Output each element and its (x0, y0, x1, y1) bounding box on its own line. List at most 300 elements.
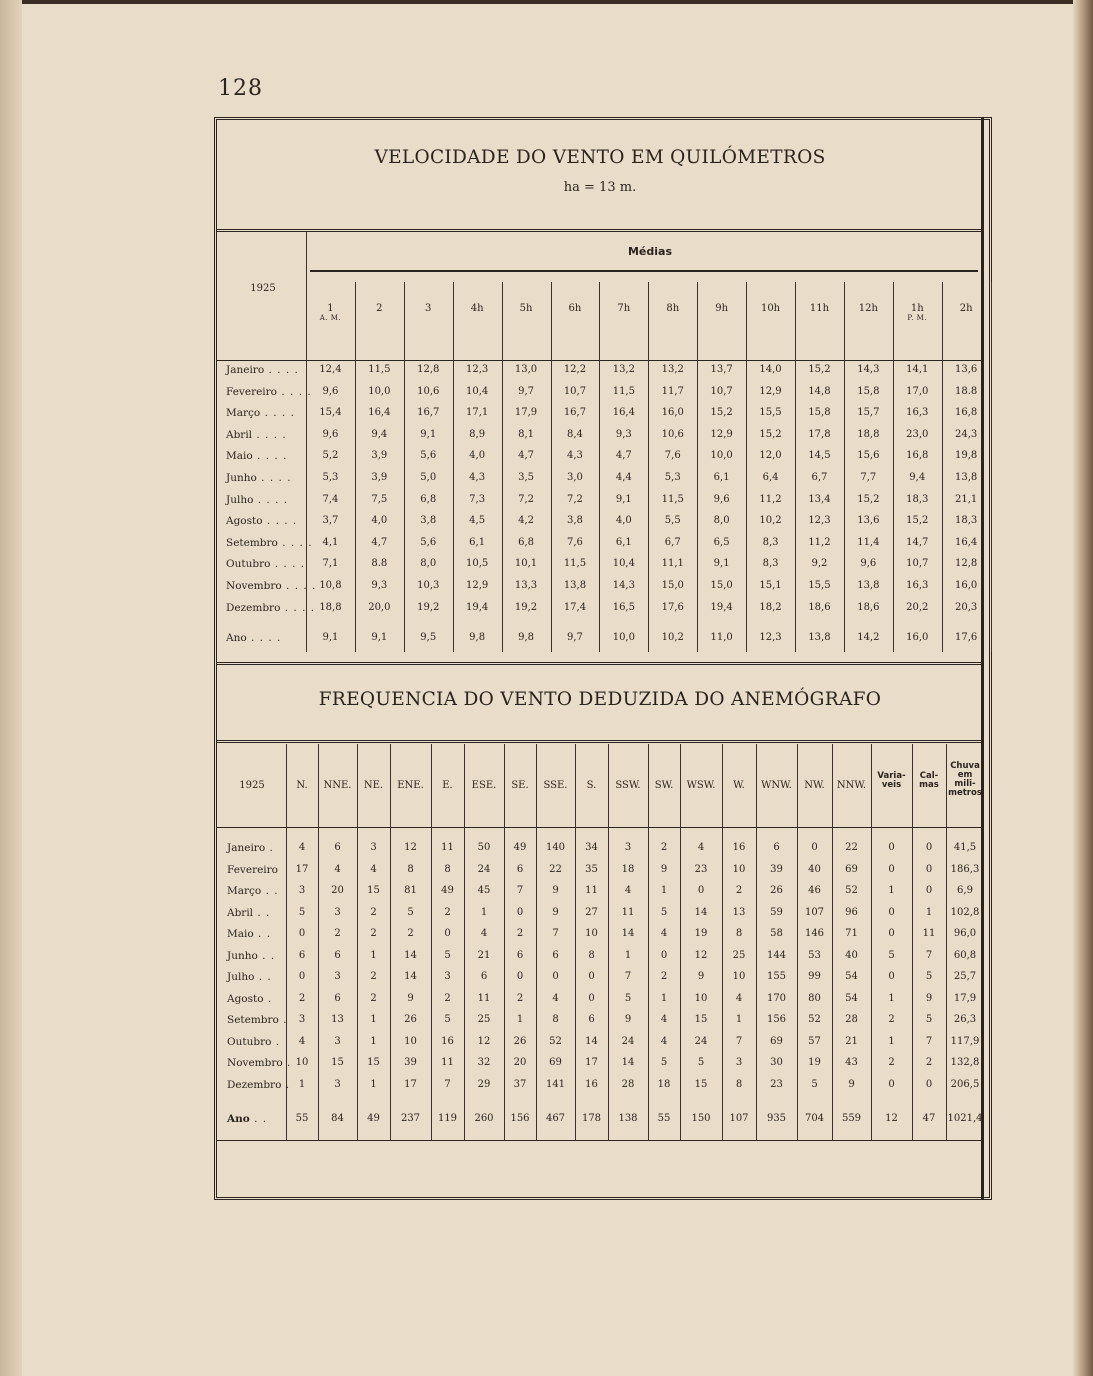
frequency-value: 32 (477, 1057, 491, 1068)
frequency-column-header: ESE. (471, 780, 497, 791)
frequency-value: 4 (298, 1035, 306, 1047)
frequency-value: 22 (549, 863, 562, 875)
frequency-value: 3 (735, 1057, 743, 1068)
frequency-value: 57 (808, 1035, 821, 1047)
speed-value: 15,6 (857, 450, 880, 462)
speed-value: 9,1 (322, 632, 339, 643)
frequency-value: 16 (585, 1078, 598, 1090)
frequency-value: 11 (441, 1057, 454, 1068)
speed-value: 14,0 (759, 364, 782, 375)
frequency-value: 6 (552, 949, 559, 961)
frequency-value: 1021,4 (947, 1113, 983, 1124)
frequency-value: 10 (585, 928, 598, 939)
frequency-value: 2 (660, 842, 668, 853)
speed-value: 13,8 (808, 632, 831, 643)
frequency-value: 9 (552, 906, 559, 918)
frequency-value: 52 (549, 1035, 562, 1047)
frequency-value: 18 (621, 863, 635, 875)
speed-value: 16,0 (661, 407, 684, 419)
frequency-value: 11 (922, 928, 936, 939)
frequency-value: 25,7 (953, 971, 977, 982)
speed-value: 4,7 (371, 536, 388, 548)
speed-value: 13,2 (612, 364, 635, 375)
leader-dots: . (263, 992, 273, 1005)
speed-value: 10,2 (759, 515, 782, 527)
frequency-value: 14 (621, 1057, 635, 1068)
speed-value: 4,7 (518, 450, 534, 462)
frequency-value: 0 (516, 971, 524, 982)
speed-value: 12,4 (319, 364, 342, 375)
frequency-value: 28 (621, 1078, 635, 1090)
speed-value: 24,3 (955, 428, 978, 440)
frequency-column-header: N. (296, 780, 308, 791)
month-name: Setembro (227, 1014, 279, 1026)
speed-value: 7,6 (566, 536, 583, 548)
frequency-value: 41,5 (953, 842, 977, 853)
speed-column-divider (502, 282, 503, 652)
speed-value: 6,5 (713, 536, 730, 548)
frequency-value: 4 (370, 863, 377, 875)
speed-hour-header (795, 303, 844, 314)
speed-value: 13,3 (514, 580, 538, 591)
frequency-value: 178 (581, 1113, 602, 1124)
speed-value: 3,8 (566, 515, 583, 527)
speed-column-divider (551, 282, 552, 652)
speed-value: 10,5 (466, 558, 489, 570)
frequency-value: 15 (694, 1078, 708, 1090)
frequency-value: 6 (298, 949, 306, 961)
speed-value: 15,5 (759, 407, 782, 419)
frequency-row-label (227, 950, 275, 962)
speed-value: 17,0 (906, 385, 929, 397)
speed-value: 16,5 (612, 601, 635, 613)
frequency-value: 59 (770, 906, 783, 918)
speed-value: 3,0 (566, 472, 583, 483)
hour-label: 7h (617, 303, 631, 314)
speed-value: 9,8 (518, 632, 534, 643)
speed-value: 15,2 (857, 493, 880, 505)
frequency-value: 0 (888, 928, 895, 939)
speed-value: 7,1 (322, 558, 339, 570)
speed-value: 12,2 (563, 364, 587, 375)
month-name: Julho (226, 493, 254, 506)
frequency-value: 8 (444, 863, 451, 875)
speed-value: 10,7 (563, 385, 587, 397)
frequency-value: 14 (621, 928, 635, 939)
frequency-value: 96 (845, 906, 858, 918)
frequency-value: 2 (888, 1014, 895, 1025)
speed-value: 10,6 (417, 385, 440, 397)
hour-label: 6h (568, 303, 582, 314)
frequency-value: 260 (474, 1113, 494, 1124)
frequency-value: 9 (925, 992, 933, 1004)
frequency-value: 20 (513, 1057, 527, 1068)
speed-value: 9,1 (713, 558, 730, 570)
speed-value: 12,9 (466, 580, 489, 591)
frequency-value: 26 (513, 1035, 527, 1047)
frequency-value: 2 (407, 928, 414, 939)
speed-value: 18,2 (759, 601, 782, 613)
frequency-row-label (227, 842, 274, 854)
frequency-row-label (227, 907, 270, 919)
leader-dots: . . . . (256, 472, 292, 484)
frequency-value: 19 (808, 1057, 821, 1068)
speed-value: 10,1 (514, 558, 538, 570)
frequency-value: 5 (888, 949, 895, 961)
frequency-value: 1 (888, 885, 895, 896)
leader-dots: . . . . (270, 558, 306, 571)
frequency-value: 206,5 (950, 1078, 980, 1090)
speed-value: 18,8 (857, 428, 880, 440)
frequency-value: 186,3 (950, 863, 980, 875)
speed-row-label (226, 558, 305, 570)
speed-value: 15,7 (857, 407, 880, 419)
hour-label: 12h (858, 303, 878, 314)
frequency-column-header: NNW. (836, 780, 867, 791)
speed-value: 14,3 (612, 580, 635, 591)
frequency-value: 50 (477, 842, 491, 853)
frequency-value: 2 (444, 906, 451, 918)
speed-value: 6,1 (615, 536, 632, 548)
speed-row-label (226, 632, 281, 644)
frequency-value: 69 (770, 1035, 783, 1047)
speed-hour-header (404, 303, 453, 314)
frequency-value: 20 (331, 885, 344, 896)
speed-value: 8.8 (371, 558, 388, 570)
month-name: Dezembro (226, 601, 281, 614)
speed-hour-header (306, 303, 355, 322)
speed-row-label (226, 537, 313, 549)
speed-value: 8,0 (713, 515, 730, 527)
frequency-value: 7 (925, 1035, 933, 1047)
speed-value: 5,0 (420, 472, 437, 483)
frequency-value: 23 (694, 863, 708, 875)
frequency-value: 0 (660, 949, 668, 961)
speed-value: 14,7 (906, 536, 929, 548)
speed-value: 8,3 (762, 536, 779, 548)
speed-value: 10,7 (710, 385, 733, 397)
frequency-value: 17 (404, 1078, 417, 1090)
speed-value: 9,6 (322, 385, 339, 397)
leader-dots: . (278, 1014, 288, 1026)
speed-value: 7,5 (371, 493, 388, 505)
frequency-value: 16 (732, 842, 746, 853)
frequency-value: 3 (370, 842, 377, 853)
speed-value: 4,1 (322, 536, 339, 548)
medias-label: Médias (627, 245, 673, 258)
speed-value: 11,7 (661, 385, 684, 397)
speed-column-divider (453, 282, 454, 652)
frequency-value: 84 (331, 1113, 344, 1124)
frequency-column-rule (217, 827, 982, 828)
speed-value: 8,1 (518, 428, 534, 440)
frequency-row-label (227, 1057, 291, 1069)
frequency-value: 0 (516, 906, 524, 918)
speed-value: 6,7 (664, 536, 681, 548)
frequency-value: 2 (444, 992, 451, 1004)
frequency-row-label (227, 1036, 280, 1048)
speed-column-divider (648, 282, 649, 652)
speed-value: 9,6 (713, 493, 730, 505)
frequency-row-label (227, 1014, 288, 1026)
month-name: Setembro (226, 536, 278, 549)
frequency-table-title: FREQUENCIA DO VENTO DEDUZIDA DO ANEMÓGRAFO (318, 689, 882, 710)
frequency-value: 26,3 (953, 1014, 977, 1025)
speed-value: 7,6 (664, 450, 681, 462)
frequency-value: 12 (694, 949, 708, 961)
speed-value: 17,4 (563, 601, 587, 613)
speed-value: 15,1 (759, 580, 782, 591)
speed-column-divider (844, 282, 845, 652)
frequency-value: 138 (618, 1113, 638, 1124)
frequency-value: 8 (552, 1014, 559, 1025)
frequency-value: 559 (841, 1113, 862, 1124)
frequency-value: 11 (477, 992, 491, 1004)
speed-value: 10,0 (710, 450, 733, 462)
month-name: Junho (227, 949, 258, 962)
frequency-value: 8 (735, 1078, 743, 1090)
speed-row-label (226, 515, 297, 527)
frequency-value: 9 (624, 1014, 632, 1025)
frequency-value: 5 (660, 1057, 668, 1068)
frequency-value: 3 (298, 885, 306, 896)
frequency-value: 467 (545, 1113, 566, 1124)
frequency-value: 150 (691, 1113, 711, 1124)
speed-value: 5,3 (664, 472, 681, 483)
frequency-value: 4 (552, 992, 559, 1004)
speed-value: 10,3 (417, 580, 440, 591)
frequency-value: 21 (845, 1035, 858, 1047)
frequency-value: 1 (735, 1014, 743, 1025)
frequency-value: 5 (298, 906, 306, 918)
frequency-value: 5 (444, 949, 451, 961)
speed-value: 3,7 (322, 515, 339, 527)
speed-row-label (226, 450, 287, 462)
speed-value: 15,0 (661, 580, 684, 591)
speed-value: 15,2 (808, 364, 831, 375)
speed-column-divider (795, 282, 796, 652)
speed-height-note: ha = 13 m. (563, 180, 637, 195)
speed-value: 13,8 (955, 472, 978, 483)
frequency-column-header: SW. (654, 780, 674, 791)
speed-value: 12,9 (710, 428, 733, 440)
speed-value: 17,8 (808, 428, 831, 440)
speed-column-divider (746, 282, 747, 652)
frequency-value: 6 (480, 971, 488, 982)
frequency-value: 6 (334, 842, 341, 853)
speed-value: 3,9 (371, 472, 388, 483)
frequency-value: 2 (298, 992, 306, 1004)
month-name: Junho (226, 472, 257, 484)
speed-hour-header (942, 303, 991, 314)
speed-value: 10,8 (319, 580, 342, 591)
frequency-value: 52 (808, 1014, 821, 1025)
speed-value: 13,0 (514, 364, 538, 375)
leader-dots: . . . . (264, 364, 299, 376)
frequency-value: 26 (404, 1014, 417, 1025)
frequency-value: 0 (925, 885, 933, 896)
speed-hour-header (893, 303, 942, 322)
speed-value: 16,3 (906, 580, 929, 591)
frequency-value: 5 (925, 1014, 933, 1025)
frequency-column-header: Cal- mas (919, 771, 939, 790)
speed-hour-header (551, 303, 600, 314)
speed-value: 8,4 (566, 428, 583, 440)
frequency-value: 27 (585, 906, 598, 918)
hour-label: 5h (519, 303, 533, 314)
frequency-value: 26 (770, 885, 783, 896)
frequency-value: 0 (588, 971, 595, 982)
frequency-value: 19 (694, 928, 708, 939)
speed-value: 4,5 (469, 515, 486, 527)
frequency-value: 107 (729, 1113, 749, 1124)
speed-value: 15,4 (319, 407, 342, 419)
speed-value: 11,2 (759, 493, 782, 505)
frequency-value: 17,9 (953, 992, 977, 1004)
speed-row-label (226, 472, 292, 484)
speed-value: 13,8 (857, 580, 880, 591)
speed-value: 13,8 (563, 580, 587, 591)
frequency-value: 2 (516, 992, 524, 1004)
frequency-value: 99 (808, 971, 821, 982)
frequency-value: 3 (334, 1078, 341, 1090)
frequency-value: 35 (585, 863, 598, 875)
speed-row-label (226, 429, 287, 441)
speed-value: 14,8 (808, 385, 831, 397)
frequency-value: 7 (624, 971, 632, 982)
frequency-value: 4 (660, 1014, 668, 1025)
hour-label: 8h (666, 303, 680, 314)
hour-label: 10h (760, 303, 781, 314)
speed-value: 18,6 (857, 601, 880, 613)
leader-dots: . . . . (253, 493, 289, 506)
speed-column-divider (404, 282, 405, 652)
frequency-value: 49 (441, 885, 454, 896)
speed-value: 12,3 (466, 364, 489, 375)
frequency-value: 5 (660, 906, 668, 918)
month-name: Abril (227, 906, 254, 919)
speed-value: 16,4 (612, 407, 635, 419)
frequency-value: 24 (694, 1035, 708, 1047)
speed-value: 23,0 (906, 428, 929, 440)
speed-value: 18,3 (955, 515, 978, 527)
speed-value: 13,7 (710, 364, 733, 375)
frequency-value: 0 (925, 842, 933, 853)
frequency-value: 156 (510, 1113, 530, 1124)
frequency-value: 2 (370, 971, 377, 982)
frequency-row-label (227, 993, 272, 1005)
frequency-value: 11 (621, 906, 635, 918)
speed-value: 9,1 (615, 493, 632, 505)
frequency-value: 102,8 (950, 906, 980, 918)
speed-value: 9,4 (371, 428, 388, 440)
frequency-column-header: E. (442, 780, 453, 791)
frequency-value: 3 (334, 906, 341, 918)
frequency-value: 25 (477, 1014, 491, 1025)
frequency-value: 2 (735, 885, 743, 896)
frequency-column-header: W. (733, 780, 745, 791)
speed-value: 11,2 (808, 536, 831, 548)
speed-hour-header (844, 303, 893, 314)
frequency-value: 8 (588, 949, 595, 961)
frequency-column-header: Varia- veis (877, 771, 906, 790)
frequency-value: 55 (295, 1113, 309, 1124)
speed-value: 12,0 (759, 450, 782, 462)
frequency-value: 10 (295, 1057, 309, 1068)
frequency-value: 58 (770, 928, 783, 939)
frequency-value: 6,9 (957, 885, 973, 896)
speed-value: 13,4 (808, 493, 831, 505)
frequency-value: 146 (804, 928, 825, 939)
medias-brace (310, 270, 978, 272)
frequency-value: 6 (773, 842, 780, 853)
speed-row-label (226, 386, 312, 398)
frequency-column-header: SSW. (615, 780, 641, 791)
frequency-value: 9 (848, 1078, 855, 1090)
speed-value: 12,8 (955, 558, 978, 570)
speed-value: 11,1 (661, 558, 684, 570)
speed-value: 16,3 (906, 407, 929, 419)
frequency-value: 29 (477, 1078, 491, 1090)
speed-value: 6,8 (518, 536, 534, 548)
frequency-value: 3 (298, 1014, 306, 1025)
frequency-value: 6 (516, 863, 524, 875)
speed-value: 9,2 (811, 558, 828, 570)
speed-value: 11,5 (612, 385, 635, 397)
frequency-value: 4 (334, 863, 341, 875)
speed-value: 9,6 (322, 428, 339, 440)
speed-value: 3,8 (420, 515, 437, 527)
speed-row-label (226, 580, 316, 592)
leader-dots: . . (249, 1113, 268, 1125)
speed-value: 17,6 (955, 632, 978, 643)
frequency-column-header: WSW. (686, 780, 716, 791)
speed-hour-header (599, 303, 648, 314)
frequency-value: 1 (888, 992, 895, 1004)
frequency-value: 1 (925, 906, 933, 918)
frequency-column-header: S. (586, 780, 597, 791)
speed-value: 15,2 (710, 407, 733, 419)
speed-value: 4,3 (469, 472, 486, 483)
frequency-value: 0 (888, 906, 895, 918)
speed-value: 10,4 (612, 558, 635, 570)
month-name: Fevereiro (226, 385, 278, 398)
page-binding-edge (1073, 0, 1093, 1376)
hour-label: 9h (715, 303, 729, 314)
frequency-value: 1 (888, 1035, 895, 1047)
speed-value: 12,3 (759, 632, 782, 643)
frequency-value: 10 (732, 863, 746, 875)
speed-value: 11,0 (710, 632, 733, 643)
frequency-value: 5 (444, 1014, 451, 1025)
speed-row-label (226, 407, 295, 419)
frequency-value: 0 (298, 971, 306, 982)
frequency-row-label (227, 928, 271, 940)
speed-year-label: 1925 (250, 283, 276, 294)
frequency-value: 14 (694, 906, 708, 918)
speed-column-divider (697, 282, 698, 652)
frequency-value: 96,0 (953, 928, 977, 939)
frequency-column-header: ENE. (397, 780, 424, 791)
month-name: Novembro (227, 1057, 283, 1069)
speed-value: 11,5 (563, 558, 587, 570)
frequency-value: 7 (552, 928, 559, 939)
frequency-value: 11 (585, 885, 598, 896)
frequency-value: 132,8 (950, 1057, 980, 1068)
speed-hour-header (453, 303, 502, 314)
speed-value: 20,3 (955, 601, 978, 613)
speed-value: 5,6 (420, 450, 437, 462)
